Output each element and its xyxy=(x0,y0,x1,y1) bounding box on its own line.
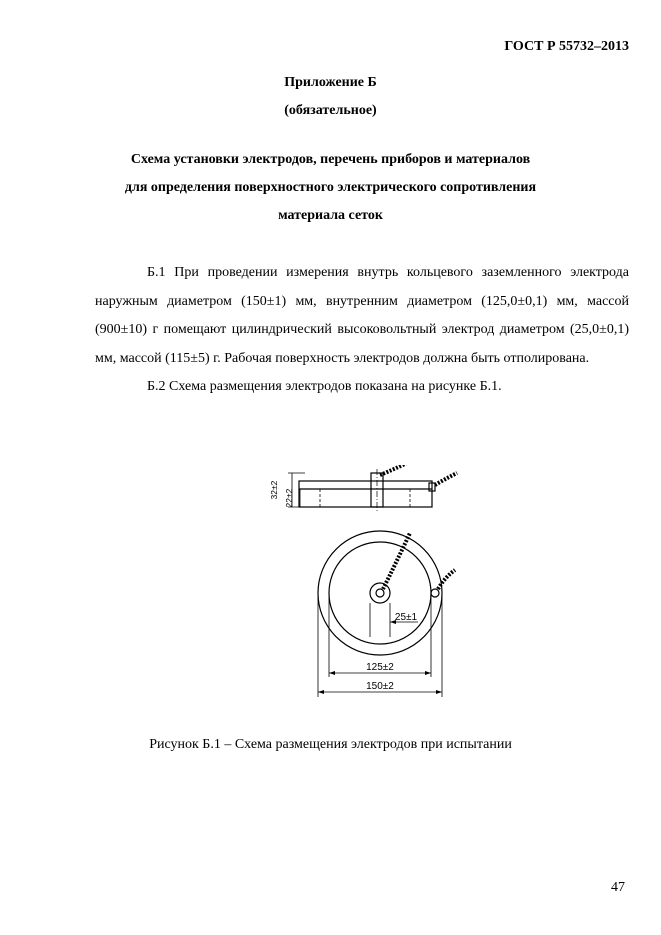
dim-label-outer-diameter: 150±2 xyxy=(366,681,394,692)
paragraph-b1: Б.1 При проведении измерения внутрь кольцевого заземленного электрода наружным диаметром (150±1) мм, внутренним диаметром (125,0±0,1) мм, массой (900±10) г помещают цилиндрический высоковольтный электрод диаметром (25,0±0,1) мм, массой (115±5) г. Рабочая поверхность электродов должна быть отполирована. xyxy=(95,265,629,366)
dim-label-center-electrode: 25±1 xyxy=(394,612,418,623)
outer-ring-electrode xyxy=(318,531,442,655)
figure-caption: Рисунок Б.1 – Схема размещения электродов при испытании xyxy=(149,737,512,752)
section-title-line1: Схема установки электродов, перечень приборов и материалов xyxy=(130,152,531,167)
standard-header: ГОСТ Р 55732–2013 xyxy=(504,39,629,54)
section-title-line3: материала сеток xyxy=(278,208,383,223)
section-title-line2: для определения поверхностного электрического сопротивления xyxy=(124,180,537,195)
ring-terminal xyxy=(431,589,439,597)
side-view-center-electrode xyxy=(371,473,383,507)
dim-label-height-inner: 22±2 xyxy=(284,488,294,508)
electrode-schematic xyxy=(260,465,470,715)
dim-label-inner-diameter: 125±2 xyxy=(366,662,394,673)
appendix-title: Приложение Б xyxy=(284,75,377,90)
side-view-outer-electrode xyxy=(299,481,432,507)
body-text xyxy=(95,259,629,402)
page-number: 47 xyxy=(611,880,625,895)
appendix-status: (обязательное) xyxy=(284,103,377,118)
inner-ring-edge xyxy=(329,542,431,644)
paragraph-b2: Б.2 Схема размещения электродов показана на рисунке Б.1. xyxy=(147,379,502,394)
dim-label-height-outer: 32±2 xyxy=(269,480,279,500)
center-electrode xyxy=(370,583,390,603)
